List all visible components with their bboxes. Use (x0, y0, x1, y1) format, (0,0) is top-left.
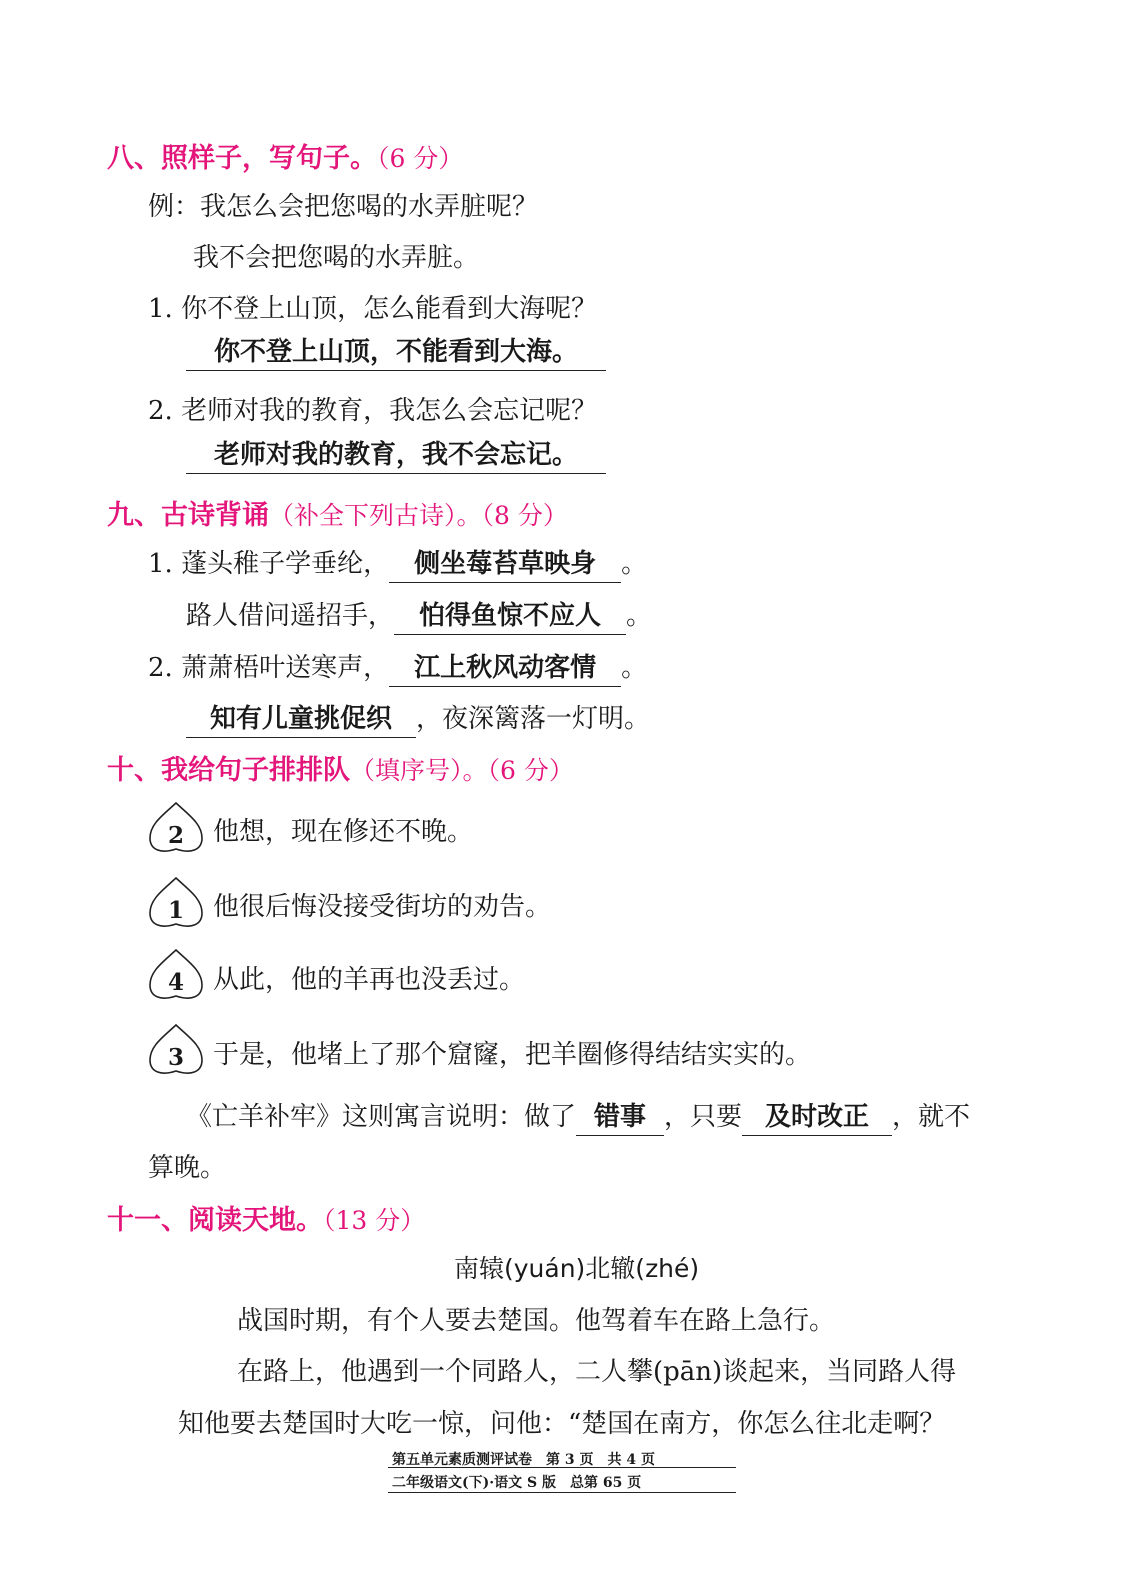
footer-line-2: 二年级语文(下)·语文 S 版 总第 65 页 (392, 1475, 642, 1491)
order-number: 3 (167, 1044, 184, 1071)
order-number: 1 (167, 897, 184, 924)
story-paragraph-1: 战国时期，有个人要去楚国。他驾着车在路上急行。 (237, 1306, 836, 1336)
answer-line: 错事 (576, 1099, 664, 1136)
poem2-line2 (186, 698, 650, 738)
section8-answer-1 (186, 334, 606, 371)
moral-text: ，只要 (664, 1102, 743, 1132)
answer-line: 及时改正 (742, 1099, 892, 1136)
moral-line-2: 算晚。 (148, 1153, 227, 1183)
footer-divider (388, 1492, 736, 1493)
moral-line (186, 1096, 970, 1136)
poem-text: 1. 蓬头稚子学垂纶， (148, 549, 390, 579)
section8-answer-2 (186, 437, 606, 474)
section8-score: （6 分） (377, 144, 464, 173)
section10-score: 。（6 分） (462, 756, 574, 785)
sentence-item: 他想，现在修还不晚。 (213, 817, 474, 847)
poem-text: 路人借问遥招手， (186, 601, 395, 631)
section11-title: 十一、阅读天地。 (107, 1205, 323, 1236)
answer-line: 知有儿童挑促织 (186, 701, 416, 738)
section8-question-2: 2. 老师对我的教育，我怎么会忘记呢？ (148, 396, 598, 426)
answer-line: 老师对我的教育，我不会忘记。 (186, 437, 606, 474)
answer-line: 你不登上山顶，不能看到大海。 (186, 334, 606, 371)
poem1-line1 (148, 543, 647, 583)
heart-order-box (148, 875, 204, 931)
poem1-line2 (186, 595, 652, 635)
section11-heading (107, 1198, 425, 1237)
answer-line: 江上秋风动客情 (389, 650, 621, 687)
poem-punct: 。 (626, 601, 653, 631)
sentence-item: 他很后悔没接受街坊的劝告。 (213, 892, 552, 922)
section9-heading (107, 493, 568, 532)
story-paragraph-2-line2: 知他要去楚国时大吃一惊，问他：“楚国在南方，你怎么往北走啊？ (178, 1409, 946, 1439)
order-number: 4 (167, 969, 184, 996)
section8-example-question: 例：我怎么会把您喝的水弄脏呢？ (148, 192, 539, 222)
sentence-item: 于是，他堵上了那个窟窿，把羊圈修得结结实实的。 (213, 1040, 812, 1070)
poem-punct: 。 (621, 653, 648, 683)
answer-line: 侧坐莓苔草映身 (389, 546, 621, 583)
sentence-item: 从此，他的羊再也没丢过。 (213, 965, 526, 995)
section8-title: 八、照样子，写句子。 (107, 143, 377, 174)
heart-order-box (148, 800, 204, 856)
section9-title: 九、古诗背诵 (107, 500, 269, 531)
section9-score: 。（8 分） (456, 501, 568, 530)
poem-text: 2. 萧萧梧叶送寒声， (148, 653, 390, 683)
story-title: 南辕(yuán)北辙(zhé) (454, 1254, 700, 1283)
story-paragraph-2-line1: 在路上，他遇到一个同路人，二人攀(pān)谈起来，当同路人得 (237, 1357, 957, 1387)
section9-subtitle: （补全下列古诗） (269, 501, 457, 530)
section10-subtitle: （填序号） (350, 756, 463, 785)
section8-heading (107, 136, 463, 175)
moral-text: 《亡羊补牢》这则寓言说明：做了 (186, 1102, 577, 1132)
section10-title: 十、我给句子排排队 (107, 755, 350, 786)
section11-score: （13 分） (323, 1206, 426, 1235)
heart-order-box (148, 1022, 204, 1078)
poem-text: ，夜深篱落一灯明。 (416, 704, 651, 734)
section8-example-answer: 我不会把您喝的水弄脏。 (193, 243, 480, 273)
answer-line: 怕得鱼惊不应人 (394, 598, 626, 635)
poem-punct: 。 (621, 549, 648, 579)
footer-line-1: 第五单元素质测评试卷 第 3 页 共 4 页 (392, 1452, 655, 1468)
order-number: 2 (167, 822, 184, 849)
poem2-line1 (148, 647, 647, 687)
section8-question-1: 1. 你不登上山顶，怎么能看到大海呢？ (148, 294, 598, 324)
heart-order-box (148, 947, 204, 1003)
moral-text: ，就不 (892, 1102, 971, 1132)
section10-heading (107, 748, 574, 787)
